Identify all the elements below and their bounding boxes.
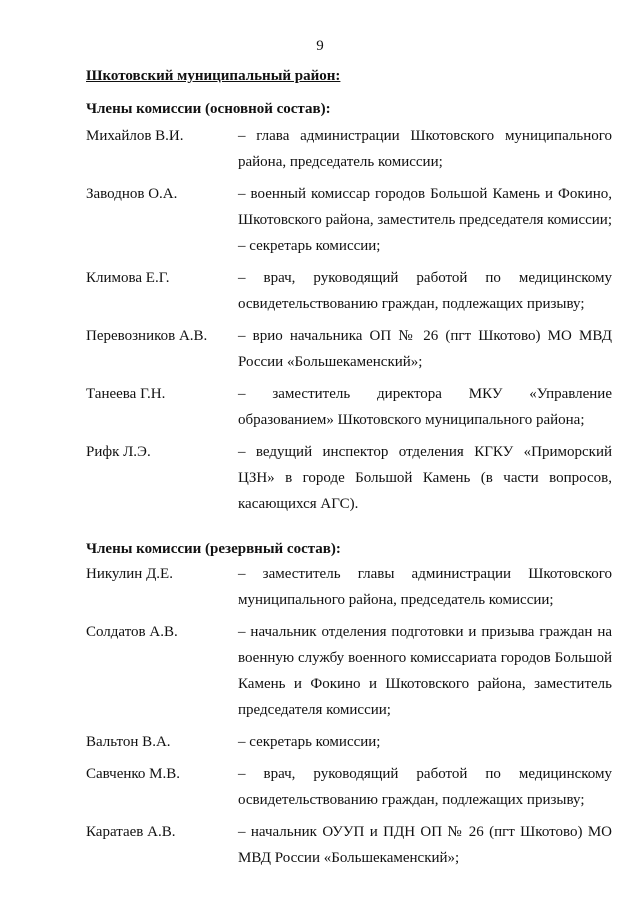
member-name: Заводнов О.А. <box>86 186 178 202</box>
member-role: – заместитель директора МКУ «Управление образованием» Шкотовского муниципального района; <box>238 386 612 428</box>
member-role: – военный комиссар городов Большой Камень и Фокино, Шкотовского района, заместитель председателя комиссии; <box>238 186 612 228</box>
member-name: Танеева Г.Н. <box>86 386 166 402</box>
member-row <box>86 729 612 755</box>
member-role: – врач, руководящий работой по медицинскому освидетельствованию граждан, подлежащих призыву; <box>238 766 612 808</box>
page-number: 9 <box>316 38 324 54</box>
member-role: – секретарь комиссии; <box>238 238 381 254</box>
member-row <box>86 561 612 613</box>
reserve-members-list <box>86 561 612 871</box>
member-row <box>86 233 612 259</box>
member-name <box>86 233 238 259</box>
member-row <box>86 123 612 175</box>
member-name: Каратаев А.В. <box>86 824 176 840</box>
main-members-heading: Члены комиссии (основной состав): <box>86 101 331 117</box>
member-name: Климова Е.Г. <box>86 270 170 286</box>
member-role: – секретарь комиссии; <box>238 734 381 750</box>
district-heading: Шкотовский муниципальный район: <box>86 68 341 84</box>
member-row <box>86 181 612 233</box>
reserve-members-heading: Члены комиссии (резервный состав): <box>86 541 341 557</box>
member-role: – глава администрации Шкотовского муниципального района, председатель комиссии; <box>238 128 612 170</box>
member-row <box>86 439 612 517</box>
member-row <box>86 619 612 723</box>
member-role: – врач, руководящий работой по медицинскому освидетельствованию граждан, подлежащих призыву; <box>238 270 612 312</box>
member-role: – врио начальника ОП № 26 (пгт Шкотово) МО МВД России «Большекаменский»; <box>238 328 612 370</box>
member-row <box>86 265 612 317</box>
member-role: – начальник отделения подготовки и призыва граждан на военную службу военного комиссариата городов Большой Камень и Фокино и Шкотовского района, заместитель председателя комиссии; <box>238 624 612 718</box>
member-name: Михайлов В.И. <box>86 128 184 144</box>
member-role: – ведущий инспектор отделения КГКУ «Приморский ЦЗН» в городе Большой Камень (в части вопросов, касающихся АГС). <box>238 444 612 512</box>
member-name: Никулин Д.Е. <box>86 566 173 582</box>
member-name: Перевозников А.В. <box>86 328 208 344</box>
member-role: – начальник ОУУП и ПДН ОП № 26 (пгт Шкотово) МО МВД России «Большекаменский»; <box>238 824 612 866</box>
main-members-list <box>86 123 612 517</box>
member-name: Солдатов А.В. <box>86 624 178 640</box>
member-row <box>86 761 612 813</box>
member-name: Рифк Л.Э. <box>86 444 151 460</box>
member-name: Савченко М.В. <box>86 766 181 782</box>
member-role: – заместитель главы администрации Шкотовского муниципального района, председатель комиссии; <box>238 566 612 608</box>
member-name: Вальтон В.А. <box>86 734 171 750</box>
member-row <box>86 381 612 433</box>
member-row <box>86 323 612 375</box>
member-row <box>86 819 612 871</box>
